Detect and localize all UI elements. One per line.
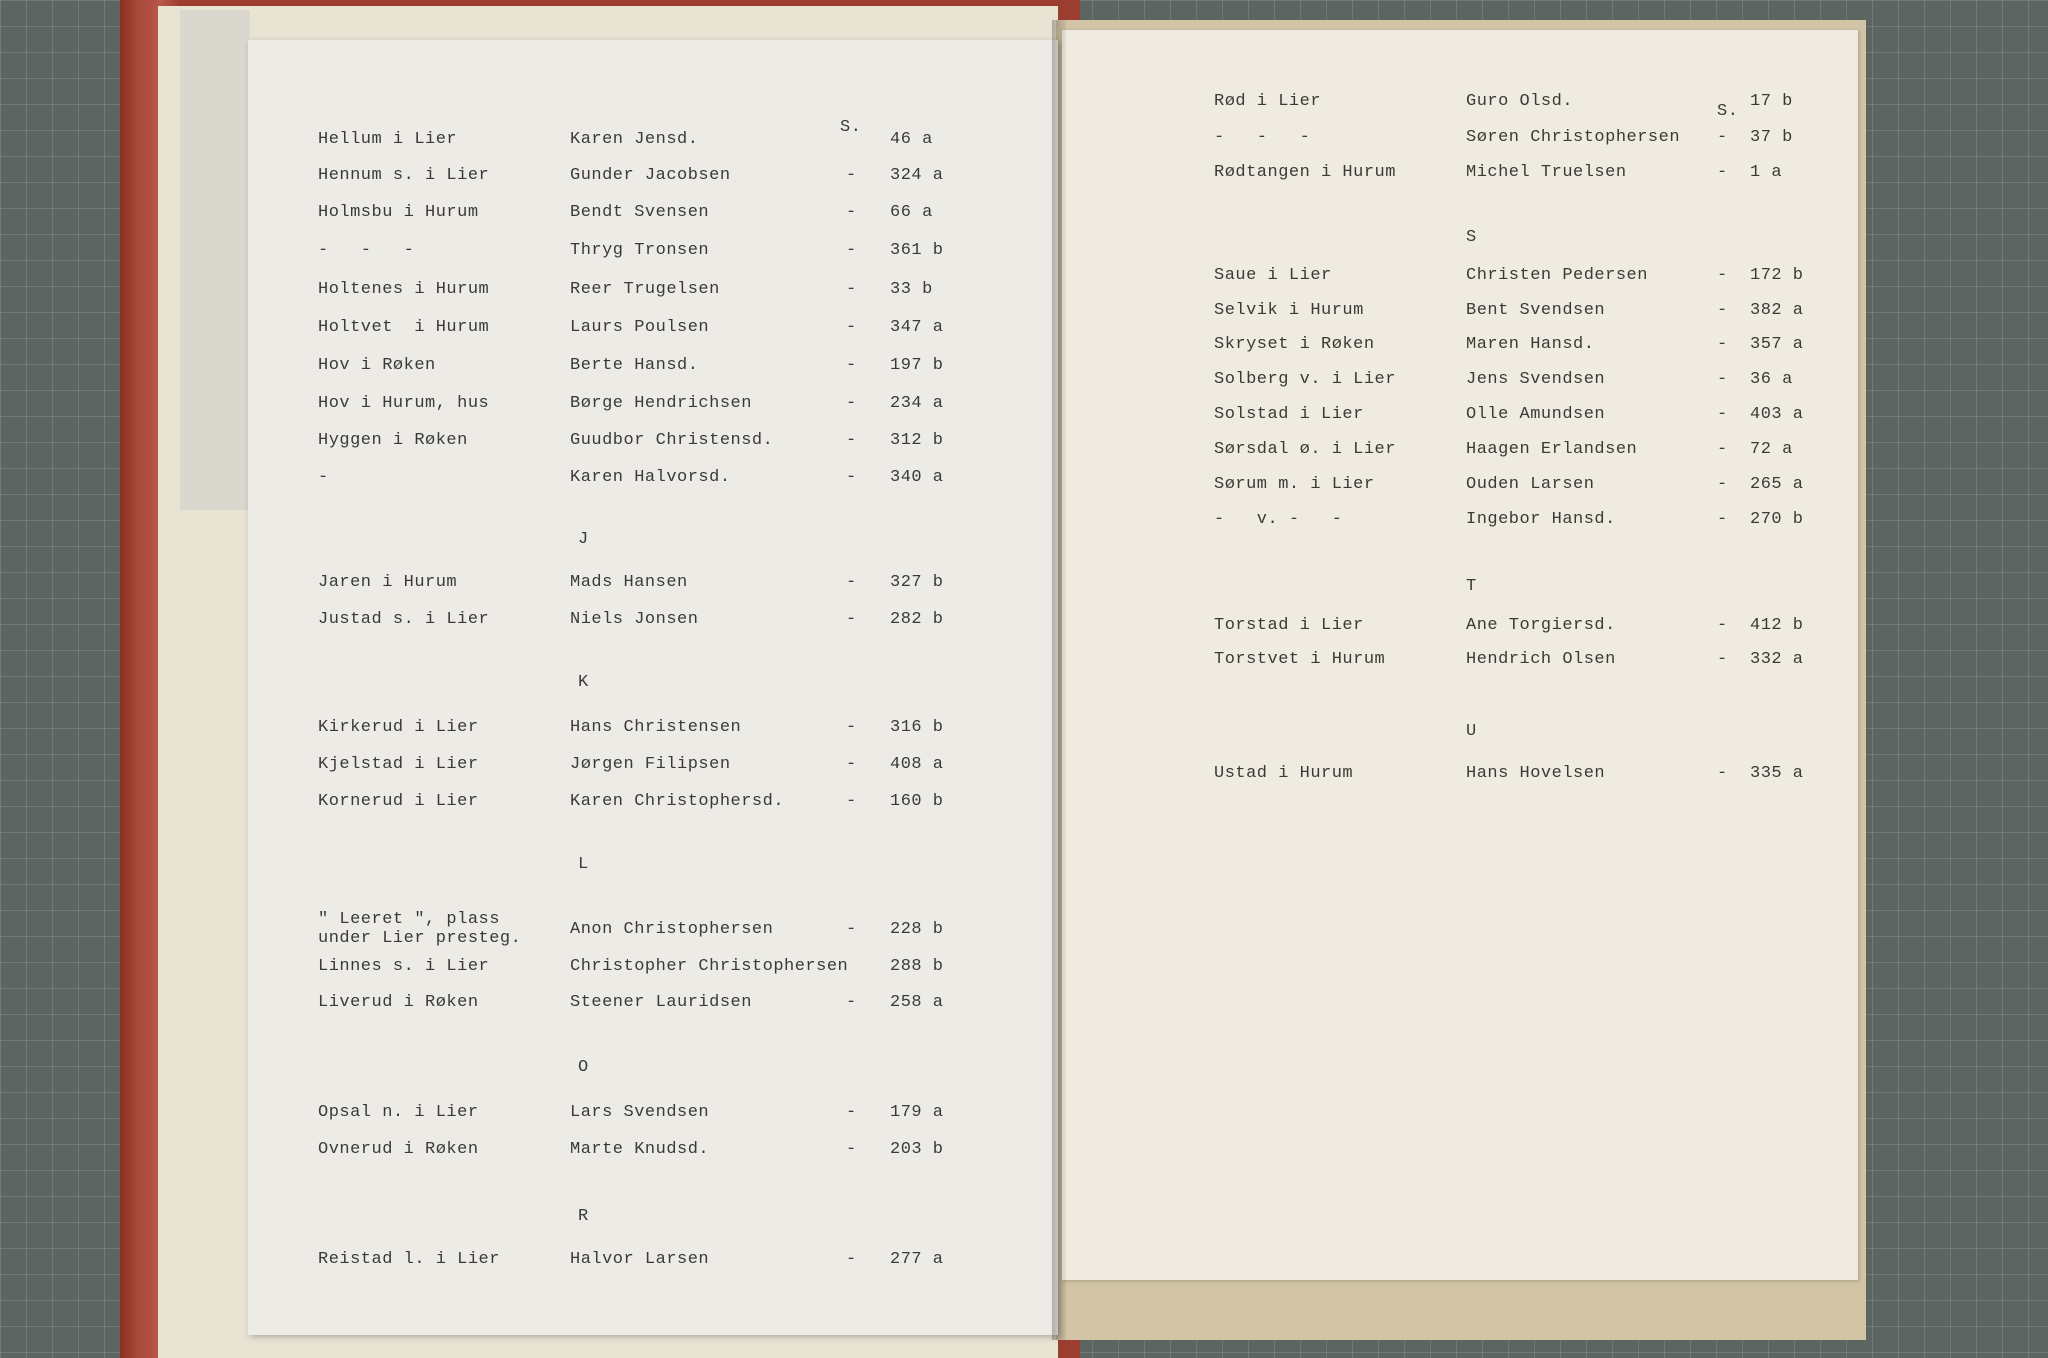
person-name: Ingebor Hansd. [1466, 510, 1616, 529]
index-entry [1062, 301, 1858, 325]
ditto-dash: - [846, 356, 857, 375]
person-name: Haagen Erlandsen [1466, 440, 1638, 459]
place-name: Selvik i Hurum [1214, 301, 1364, 320]
ditto-dash: - [846, 318, 857, 337]
page-reference: 37 b [1750, 128, 1793, 147]
ditto-dash: - [1717, 163, 1728, 182]
page-reference: 234 a [890, 394, 944, 413]
index-entry [1062, 650, 1858, 674]
index-entry [1062, 128, 1858, 152]
page-reference: 347 a [890, 318, 944, 337]
person-name: Mads Hansen [570, 573, 688, 592]
place-name: Hov i Hurum, hus [318, 394, 490, 413]
person-name: Laurs Poulsen [570, 318, 710, 337]
person-name: Guudbor Christensd. [570, 431, 774, 450]
ditto-dash: - [1717, 335, 1728, 354]
place-name: Linnes s. i Lier [318, 957, 490, 976]
place-name: Hellum i Lier [318, 130, 458, 149]
person-name: Halvor Larsen [570, 1250, 710, 1269]
place-name: Solberg v. i Lier [1214, 370, 1396, 389]
place-name: Saue i Lier [1214, 266, 1332, 285]
person-name: Børge Hendrichsen [570, 394, 752, 413]
page-reference: 46 a [890, 130, 933, 149]
index-entry [248, 280, 1058, 304]
index-entry [1062, 266, 1858, 290]
ditto-dash: - [1717, 475, 1728, 494]
page-reference: 203 b [890, 1140, 944, 1159]
place-name: Ovnerud i Røken [318, 1140, 479, 1159]
index-entry [248, 166, 1058, 190]
index-entry [248, 573, 1058, 597]
ditto-dash: - [846, 610, 857, 629]
ditto-dash: - [846, 280, 857, 299]
place-name: Holtenes i Hurum [318, 280, 490, 299]
paper-strip [180, 10, 250, 510]
person-name: Reer Trugelsen [570, 280, 720, 299]
place-name: Hennum s. i Lier [318, 166, 490, 185]
index-entry [248, 394, 1058, 418]
page-reference: 1 a [1750, 163, 1783, 182]
page-reference: 403 a [1750, 405, 1804, 424]
person-name: Christopher Christophersen [570, 957, 849, 976]
place-name: Rød i Lier [1214, 92, 1322, 111]
section-letter: T [1466, 577, 1477, 596]
page-reference: 270 b [1750, 510, 1804, 529]
page-reference: 66 a [890, 203, 933, 222]
index-entry [1062, 370, 1858, 394]
place-name: Holtvet i Hurum [318, 318, 490, 337]
person-name: Jens Svendsen [1466, 370, 1606, 389]
ditto-dash: - [846, 792, 857, 811]
ditto-dash: - [1717, 128, 1728, 147]
ditto-dash: - [846, 1103, 857, 1122]
person-name: Karen Jensd. [570, 130, 699, 149]
person-name: Christen Pedersen [1466, 266, 1648, 285]
page-reference: 316 b [890, 718, 944, 737]
person-name: Ane Torgiersd. [1466, 616, 1616, 635]
section-letter: S [1466, 228, 1477, 247]
place-name: Ustad i Hurum [1214, 764, 1354, 783]
page-reference: 324 a [890, 166, 944, 185]
page-prefix-label: S. [840, 118, 862, 137]
page-reference: 357 a [1750, 335, 1804, 354]
place-name: Torstad i Lier [1214, 616, 1364, 635]
person-name: Berte Hansd. [570, 356, 699, 375]
index-entry [248, 468, 1058, 492]
person-name: Karen Halvorsd. [570, 468, 731, 487]
index-entry [1062, 616, 1858, 640]
section-letter: U [1466, 722, 1477, 741]
ditto-dash: - [1717, 440, 1728, 459]
page-reference: 361 b [890, 241, 944, 260]
place-name: Sørsdal ø. i Lier [1214, 440, 1396, 459]
ditto-dash: - [846, 755, 857, 774]
person-name: Niels Jonsen [570, 610, 699, 629]
person-name: Bent Svendsen [1466, 301, 1606, 320]
place-name: Sørum m. i Lier [1214, 475, 1375, 494]
ditto-dash: - [1717, 301, 1728, 320]
person-name: Gunder Jacobsen [570, 166, 731, 185]
section-letter: K [578, 673, 589, 692]
ditto-dash: - [846, 1250, 857, 1269]
person-name: Marte Knudsd. [570, 1140, 710, 1159]
ditto-dash: - [1717, 266, 1728, 285]
ditto-dash: - [846, 718, 857, 737]
ditto-dash: - [846, 920, 857, 939]
book-spine-fold [1052, 20, 1066, 1340]
place-name: Solstad i Lier [1214, 405, 1364, 424]
index-entry [248, 957, 1058, 981]
place-name: Opsal n. i Lier [318, 1103, 479, 1122]
ditto-dash: - [846, 203, 857, 222]
ditto-dash: - [846, 993, 857, 1012]
page-reference: 72 a [1750, 440, 1793, 459]
ditto-dash: - [846, 431, 857, 450]
person-name: Hendrich Olsen [1466, 650, 1616, 669]
page-reference: 258 a [890, 993, 944, 1012]
person-name: Anon Christophersen [570, 920, 774, 939]
ditto-dash: - [846, 241, 857, 260]
place-name: Kirkerud i Lier [318, 718, 479, 737]
page-reference: 382 a [1750, 301, 1804, 320]
person-name: Jørgen Filipsen [570, 755, 731, 774]
index-entry [248, 610, 1058, 634]
index-entry [248, 431, 1058, 455]
ditto-dash: - [1717, 510, 1728, 529]
place-name: Rødtangen i Hurum [1214, 163, 1396, 182]
place-name: " Leeret ", plass under Lier presteg. [318, 910, 522, 948]
ditto-dash: - [846, 166, 857, 185]
page-reference: 340 a [890, 468, 944, 487]
page-reference: 327 b [890, 573, 944, 592]
index-entry [248, 910, 1058, 948]
left-page [248, 40, 1058, 1335]
page-reference: 288 b [890, 957, 944, 976]
index-entry [248, 993, 1058, 1017]
index-entry [248, 1250, 1058, 1274]
index-entry [248, 356, 1058, 380]
place-name: Kornerud i Lier [318, 792, 479, 811]
ditto-dash: - [1717, 764, 1728, 783]
right-page [1062, 30, 1858, 1280]
person-name: Guro Olsd. [1466, 92, 1574, 111]
page-reference: 412 b [1750, 616, 1804, 635]
index-entry [248, 792, 1058, 816]
section-letter: O [578, 1058, 589, 1077]
page-reference: 265 a [1750, 475, 1804, 494]
page-reference: 335 a [1750, 764, 1804, 783]
ditto-dash: - [1717, 405, 1728, 424]
person-name: Bendt Svensen [570, 203, 710, 222]
person-name: Søren Christophersen [1466, 128, 1681, 147]
place-name: - [318, 468, 329, 487]
place-name: Holmsbu i Hurum [318, 203, 479, 222]
page-reference: 332 a [1750, 650, 1804, 669]
index-entry [248, 755, 1058, 779]
index-entry [1062, 475, 1858, 499]
person-name: Olle Amundsen [1466, 405, 1606, 424]
page-reference: 160 b [890, 792, 944, 811]
index-entry [248, 241, 1058, 265]
ditto-dash: - [1717, 650, 1728, 669]
index-entry [1062, 764, 1858, 788]
index-entry [1062, 335, 1858, 359]
index-entry [248, 1103, 1058, 1127]
index-entry [1062, 405, 1858, 429]
place-name: Skryset i Røken [1214, 335, 1375, 354]
person-name: Karen Christophersd. [570, 792, 785, 811]
page-prefix-label: S. [1717, 102, 1739, 121]
index-entry [1062, 440, 1858, 464]
index-entry [248, 130, 1058, 154]
place-name: Jaren i Hurum [318, 573, 458, 592]
person-name: Ouden Larsen [1466, 475, 1595, 494]
index-entry [1062, 92, 1858, 116]
person-name: Hans Christensen [570, 718, 742, 737]
ditto-dash: - [846, 468, 857, 487]
person-name: Maren Hansd. [1466, 335, 1595, 354]
section-letter: J [578, 530, 589, 549]
place-name: Justad s. i Lier [318, 610, 490, 629]
person-name: Michel Truelsen [1466, 163, 1627, 182]
index-entry [1062, 510, 1858, 534]
place-name: Reistad l. i Lier [318, 1250, 500, 1269]
page-reference: 36 a [1750, 370, 1793, 389]
section-letter: L [578, 855, 589, 874]
ditto-dash: - [1717, 616, 1728, 635]
page-reference: 277 a [890, 1250, 944, 1269]
ditto-dash: - [1717, 370, 1728, 389]
place-name: - - - [1214, 128, 1311, 147]
place-name: Kjelstad i Lier [318, 755, 479, 774]
index-entry [1062, 163, 1858, 187]
page-reference: 312 b [890, 431, 944, 450]
person-name: Thryg Tronsen [570, 241, 710, 260]
page-reference: 282 b [890, 610, 944, 629]
person-name: Hans Hovelsen [1466, 764, 1606, 783]
place-name: Torstvet i Hurum [1214, 650, 1386, 669]
page-reference: 408 a [890, 755, 944, 774]
place-name: Hov i Røken [318, 356, 436, 375]
page-reference: 179 a [890, 1103, 944, 1122]
person-name: Steener Lauridsen [570, 993, 752, 1012]
ditto-dash: - [846, 394, 857, 413]
place-name: Hyggen i Røken [318, 431, 468, 450]
index-entry [248, 318, 1058, 342]
index-entry [248, 718, 1058, 742]
page-reference: 17 b [1750, 92, 1793, 111]
index-entry [248, 1140, 1058, 1164]
ditto-dash: - [846, 1140, 857, 1159]
ditto-dash: - [846, 573, 857, 592]
place-name: - v. - - [1214, 510, 1343, 529]
place-name: - - - [318, 241, 415, 260]
index-entry [248, 203, 1058, 227]
page-reference: 197 b [890, 356, 944, 375]
person-name: Lars Svendsen [570, 1103, 710, 1122]
place-name: Liverud i Røken [318, 993, 479, 1012]
section-letter: R [578, 1207, 589, 1226]
page-reference: 33 b [890, 280, 933, 299]
page-reference: 228 b [890, 920, 944, 939]
page-reference: 172 b [1750, 266, 1804, 285]
